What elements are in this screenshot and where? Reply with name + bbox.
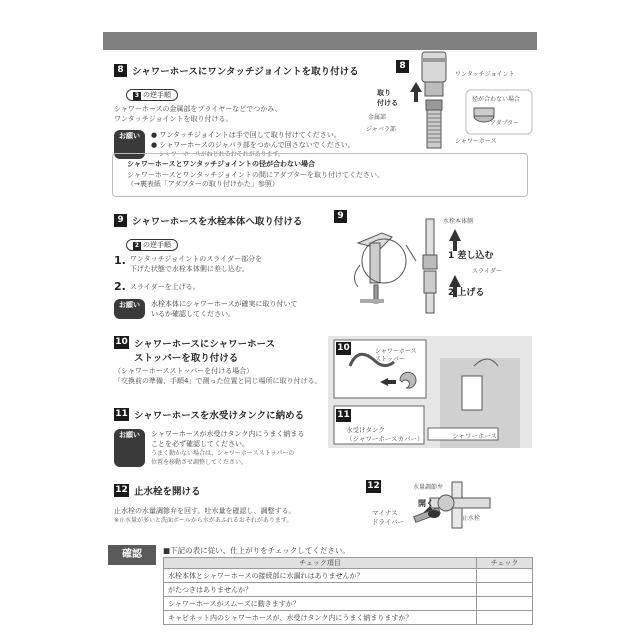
fig-8-label-attach-2: 付ける (377, 99, 398, 107)
step-10-title-1: シャワーホースにシャワーホース (134, 339, 276, 350)
step-11-number: 11 (115, 409, 128, 419)
fig-12-label-valve: 水量調節弁 (413, 484, 444, 491)
fig-8-number: 8 (396, 60, 409, 73)
adapter-note-line-2: （→裏表紙「アダプターの取り付けかた」参照） (127, 180, 279, 188)
fig-8-label-joint: ワンタッチジョイント (455, 71, 515, 78)
check-box-3[interactable] (477, 597, 533, 611)
step-8-body-1: シャワーホースの金属部をプライヤーなどでつかみ、 (114, 105, 282, 113)
check-col-item: チェック項目 (164, 558, 477, 569)
step-11-title: シャワーホースを水受けタンクに納める (134, 410, 305, 422)
step-9-item-2-num: 2. (114, 280, 126, 293)
check-table (163, 557, 533, 625)
step-8-onegai-badge: お願い (114, 130, 145, 159)
fig-9-label-slider: スライダー (472, 268, 502, 275)
step-12-note: ※止水量が多いと洗面ボールから水があふれるおそれがあります。 (114, 517, 293, 524)
fig-11-label-hose: シャワーホース (452, 432, 498, 440)
check-box-1[interactable] (477, 569, 533, 583)
fig-11-label-tank-2: （シャワーホースカバー） (346, 435, 424, 443)
step-8 (114, 60, 387, 159)
step-10-number: 10 (115, 337, 128, 347)
check-box-4[interactable] (477, 611, 533, 625)
step-9-sub-badge: 2 の逆手順 (126, 239, 178, 251)
fig-10-number: 10 (337, 343, 350, 353)
step-12-number: 12 (115, 485, 128, 495)
step-8-bullet-1: ● ワンタッチジョイントは手で回して取り付けてください。 (151, 131, 341, 139)
step-11-note-1: うまく動かない場合は、シャワーホースストッパーの (151, 450, 295, 457)
step-8-note: シャワーホースがねじれるおそれがあります。 (159, 151, 285, 158)
fig-9-label-insert: 1 差し込む (448, 251, 494, 261)
check-col-check: チェック (477, 558, 533, 569)
step-8-number: 8 (114, 64, 127, 77)
fig-11-number: 11 (337, 410, 350, 420)
adapter-note-heading: シャワーホースとワンタッチジョイントの径が合わない場合 (127, 160, 315, 168)
step-9-item-1-line-2: 下げた状態で水栓本体側に差し込む。 (129, 265, 249, 273)
step-8-bullet-2: ● シャワーホースのジャバラ部をつかんで回さないでください。 (151, 141, 355, 149)
check-item-1: 水栓本体とシャワーホースの接続部に水漏れはありませんか？ (164, 569, 477, 583)
check-box-2[interactable] (477, 583, 533, 597)
fig-12-label-open: 開く (418, 499, 434, 508)
fig-9-number: 9 (334, 210, 347, 223)
step-10-body: 「交換前の準備、手順4」で測った位置と同じ場所に取り付ける。 (114, 377, 322, 385)
step-9-item-1-line-1: ワンタッチジョイントのスライダー部分を (129, 255, 263, 263)
fig-10-label-stopper-1: シャワーホース (375, 348, 417, 355)
fig-8-label-hose: シャワーホース (455, 138, 497, 145)
fig-8-label-attach-1: 取り (377, 89, 391, 97)
fig-8-label-bellows: ジャバラ部 (366, 126, 396, 133)
fig-12-label-driver-1: マイナス (372, 509, 398, 517)
table-row (164, 597, 533, 611)
fig-12-number: 12 (367, 481, 380, 491)
fig-8-label-metal: 金属部 (368, 114, 387, 121)
header-bar (103, 32, 537, 50)
step-9-onegai-badge: お願い (114, 299, 145, 319)
fig-8-label-adapter: アダプター (490, 120, 520, 127)
confirm-badge: 確認 (108, 545, 156, 565)
table-row (164, 583, 533, 597)
fig-9-label-faucet: 水栓本体側 (443, 218, 474, 225)
adapter-note-line-1: シャワーホースとワンタッチジョイントの間にアダプターを取り付けてください。 (127, 171, 384, 179)
confirm-intro: ■下記の表に従い、仕上がりをチェックしてください。 (163, 546, 350, 555)
adapter-note-box (112, 153, 528, 197)
fig-12-label-stop: 止水栓 (462, 515, 481, 522)
step-11-note-2: 位置を移動させ調整してください。 (151, 459, 248, 466)
fig-9-label-raise: 2 上げる (448, 288, 485, 298)
step-12-body: 止水栓の水量調節弁を回す。吐水量を確認し、調整する。 (114, 507, 296, 515)
table-row (164, 611, 533, 625)
table-row (164, 569, 533, 583)
step-8-body-2: ワンタッチジョイントを取り付ける。 (114, 115, 233, 123)
fig-10-label-stopper-2: ストッパー (375, 356, 405, 363)
step-12-title: 止水栓を開ける (134, 486, 201, 498)
step-9 (114, 210, 329, 319)
step-9-title: シャワーホースを水栓本体へ取り付ける (132, 216, 303, 228)
step-11-warn-2: ことを必ず確認してください。 (151, 440, 249, 448)
step-8-sub-badge: 3 の逆手順 (126, 89, 178, 101)
step-11-warn-1: シャワーホースが水受けタンク内にうまく納まる (151, 430, 305, 438)
step-9-warn-1: 水栓本体にシャワーホースが確実に取り付いて (151, 300, 298, 308)
check-item-4: キャビネット内のシャワーホースが、水受けタンク内にうまく納まりますか？ (164, 611, 477, 625)
fig-12-label-driver-2: ドライバー (372, 518, 405, 526)
fig-11-label-tank-1: 水受けタンク (346, 426, 385, 434)
check-item-2: がたつきはありませんか？ (164, 583, 477, 597)
step-11-onegai-badge: お願い (114, 429, 145, 467)
step-9-item-2: スライダーを上げる。 (129, 283, 200, 291)
step-12 (114, 480, 344, 525)
step-9-item-1-num: 1. (114, 254, 126, 267)
step-11 (114, 404, 324, 467)
step-10-condition: （シャワーホースストッパーを付ける場合） (114, 367, 254, 375)
step-9-number: 9 (114, 214, 127, 227)
step-9-warn-2: いるか確認してください。 (151, 310, 235, 318)
check-item-3: シャワーホースがスムーズに動きますか？ (164, 597, 477, 611)
step-10-title-2: ストッパーを取り付ける (134, 353, 239, 364)
fig-8-label-mismatch: 径が合わない場合 (472, 96, 521, 103)
step-8-title: シャワーホースにワンタッチジョイントを取り付ける (132, 66, 359, 78)
step-10 (114, 336, 324, 386)
fig-9-illustration (330, 215, 530, 315)
